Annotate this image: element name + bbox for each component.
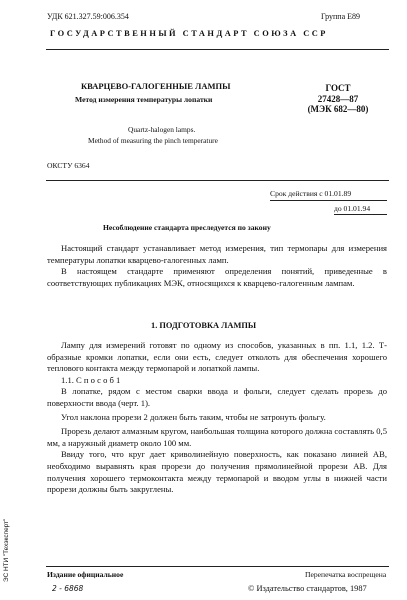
- copyright: © Издательство стандартов, 1987: [248, 584, 367, 593]
- english-title-line2: Method of measuring the pinch temperature: [88, 136, 218, 145]
- legal-notice: Несоблюдение стандарта преследуется по закону: [103, 223, 271, 232]
- intro-paragraph-2: В настоящем стандарте применяют определения понятий, приведенные в соответствующих публикациях МЭК, относящихся к кварцево-галогенным лампам.: [47, 266, 387, 288]
- iec-number: (МЭК 682—80): [307, 104, 369, 114]
- section-1-paragraph-3: Угол наклона прорези 2 должен быть таким, чтобы не затронуть фольгу.: [61, 411, 326, 422]
- standard-subtitle: Метод измерения температуры лопатки: [75, 95, 213, 104]
- handwritten-number: 2 - 6868: [52, 584, 84, 593]
- standard-title: КВАРЦЕВО-ГАЛОГЕННЫЕ ЛАМПЫ: [81, 81, 231, 91]
- validity-underline-1: [270, 200, 387, 201]
- intro-paragraph-1: Настоящий стандарт устанавливает метод измерения, тип термопары для измерения температуры лопатки кварцево-галогенных ламп.: [47, 243, 387, 265]
- okstu-code: ОКСТУ 6364: [47, 161, 90, 170]
- validity-to: до 01.01.94: [334, 204, 371, 213]
- title-block-rule: [46, 180, 389, 181]
- official-edition: Издание официальное: [47, 570, 124, 579]
- intro-text: [47, 243, 387, 289]
- section-1-paragraph-1: Лампу для измерений готовят по одному из способов, указанных в пп. 1.1, 1.2. Т-образные кромки лопатки, если они есть, следует отколоть для обеспечения хорошего теплового контакта между термопарой и лопаткой лампы.: [47, 340, 387, 374]
- state-standard-title: ГОСУДАРСТВЕННЫЙ СТАНДАРТ СОЮЗА ССР: [50, 29, 328, 38]
- english-title-line1: Quartz-halogen lamps.: [128, 125, 196, 134]
- reprint-notice: Перепечатка воспрещена: [305, 570, 387, 579]
- gost-label: ГОСТ: [325, 83, 351, 93]
- header-rule: [46, 49, 389, 50]
- group-code: Группа Е89: [321, 12, 361, 21]
- section-1-paragraph-4: Прорезь делают алмазным кругом, наибольшая толщина которого должна составлять 0,5 мм, а наружный диаметр около 100 мм.: [47, 426, 387, 448]
- section-heading: 1. ПОДГОТОВКА ЛАМПЫ: [151, 321, 257, 330]
- udk-code: УДК 621.327.59:006.354: [47, 12, 129, 21]
- validity-underline-2: [334, 214, 387, 215]
- section-1-text: [47, 340, 387, 496]
- sidebar-watermark: [1, 432, 13, 582]
- section-1-subheading: 1.1. С п о с о б 1: [61, 374, 121, 385]
- section-1-paragraph-2: В лопатке, рядом с местом сварки ввода и фольги, следует сделать прорезь до поверхности ввода (черт. 1).: [47, 386, 387, 408]
- gost-number: 27428—87: [317, 93, 359, 104]
- validity-from: Срок действия с 01.01.89: [270, 189, 352, 198]
- sidebar-text: ЭС НТИ "Техэксперт": [3, 518, 10, 582]
- section-1-paragraph-5: Ввиду того, что круг дает криволинейную поверхность, как показано линией АВ, необходимо выравнять края прорези до получения прямолинейной прорези АВ. Для получения хорошего термоконтакта между термопарой и вводом углы в нижней части прорези должны быть закруглены.: [47, 449, 387, 495]
- footer-rule: [46, 566, 389, 567]
- gost-number-block: [298, 83, 378, 115]
